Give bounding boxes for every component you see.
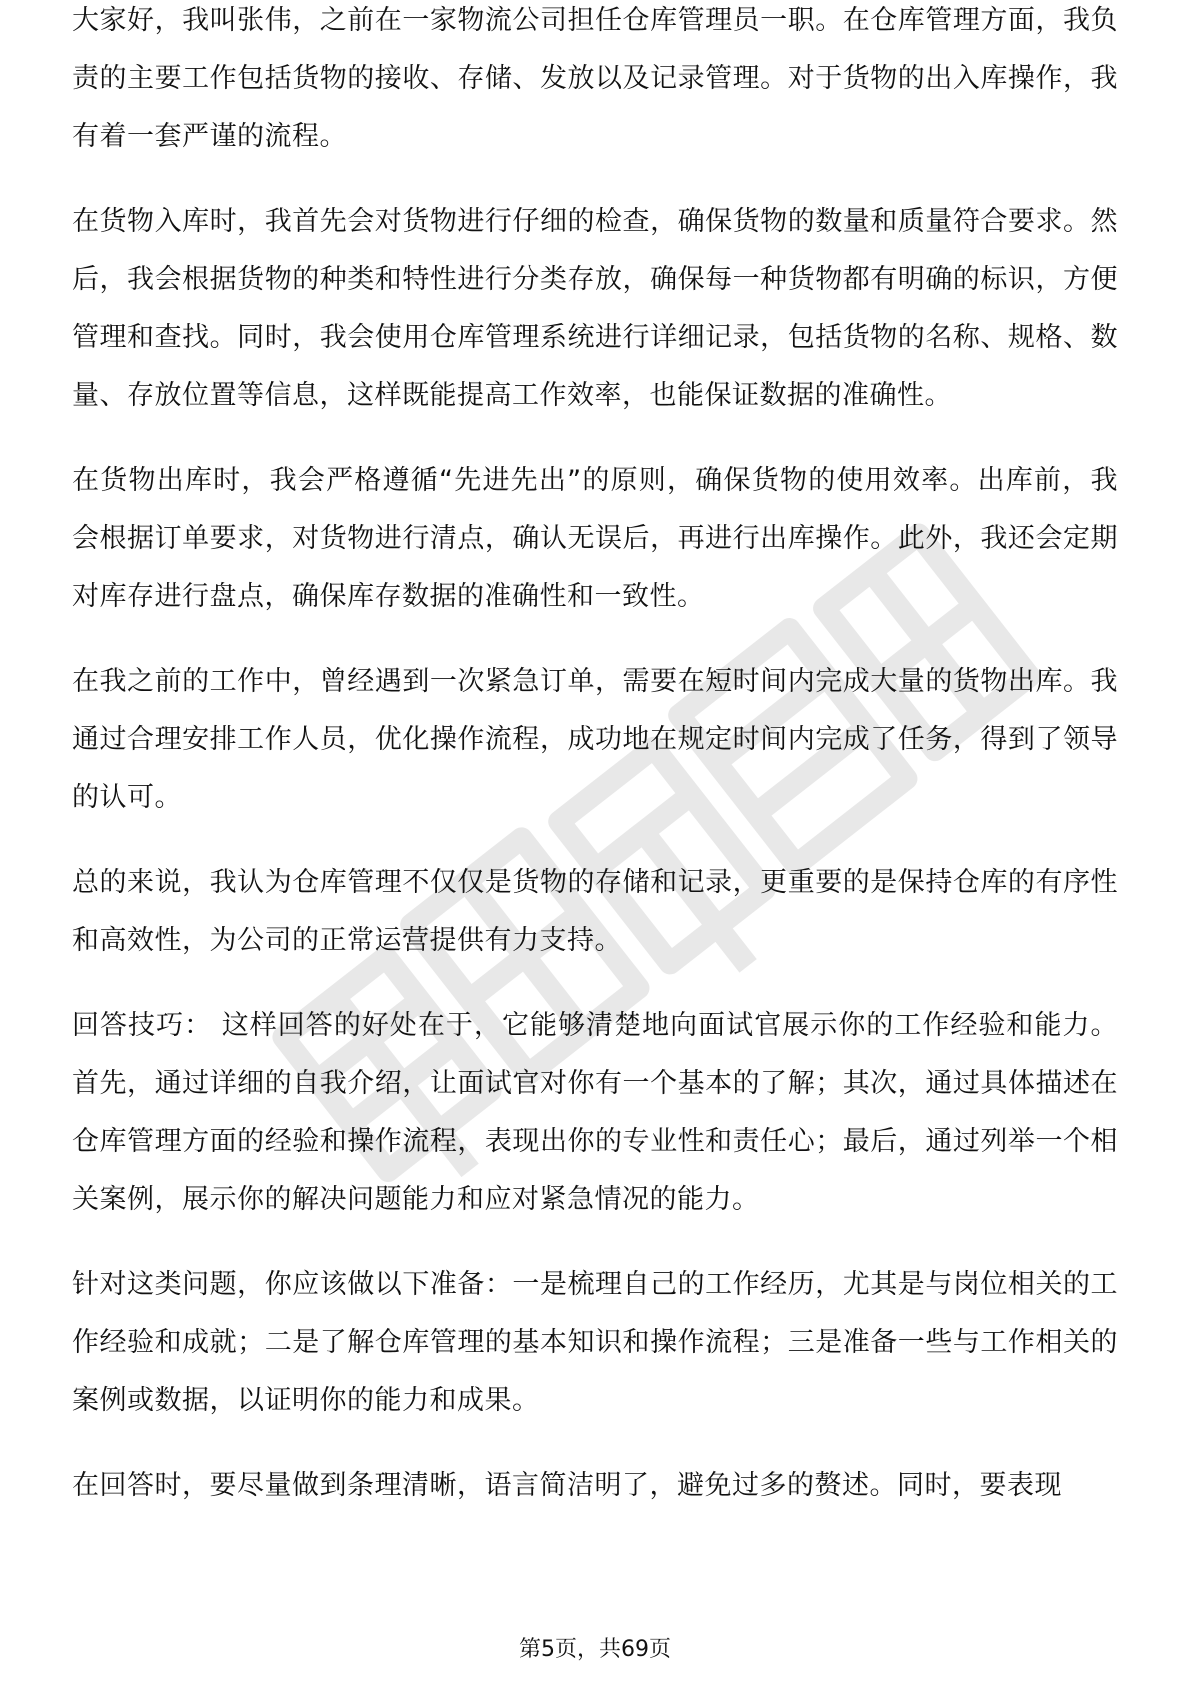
paragraph-intro: 大家好，我叫张伟，之前在一家物流公司担任仓库管理员一职。在仓库管理方面，我负责的主要工作包括货物的接收、存储、发放以及记录管理。对于货物的出入库操作，我有着一套严谨的流程。 (72, 5, 1118, 152)
paragraph-inbound: 在货物入库时，我首先会对货物进行仔细的检查，确保货物的数量和质量符合要求。然后，我会根据货物的种类和特性进行分类存放，确保每一种货物都有明确的标识，方便管理和查找。同时，我会使用仓库管理系统进行详细记录，包括货物的名称、规格、数量、存放位置等信息，这样既能提高工作效率，也能保证数据的准确性。 (72, 206, 1118, 411)
paragraph-tips: 回答技巧： 这样回答的好处在于，它能够清楚地向面试官展示你的工作经验和能力。首先，通过详细的自我介绍，让面试官对你有一个基本的了解；其次，通过具体描述在仓库管理方面的经验和操作流程，表现出你的专业性和责任心；最后，通过列举一个相关案例，展示你的解决问题能力和应对紧急情况的能力。 (72, 1010, 1118, 1215)
paragraph-preparation: 针对这类问题，你应该做以下准备：一是梳理自己的工作经历，尤其是与岗位相关的工作经验和成就；二是了解仓库管理的基本知识和操作流程；三是准备一些与工作相关的案例或数据，以证明你的能力和成果。 (72, 1269, 1118, 1416)
paragraph-outbound: 在货物出库时，我会严格遵循“先进先出”的原则，确保货物的使用效率。出库前，我会根据订单要求，对货物进行清点，确认无误后，再进行出库操作。此外，我还会定期对库存进行盘点，确保库存数据的准确性和一致性。 (72, 465, 1118, 612)
paragraph-answering: 在回答时，要尽量做到条理清晰，语言简洁明了，避免过多的赘述。同时，要表现 (72, 1470, 1062, 1501)
page-number-footer: 第5页，共69页 (519, 1637, 671, 1662)
paragraph-case: 在我之前的工作中，曾经遇到一次紧急订单，需要在短时间内完成大量的货物出库。我通过合理安排工作人员，优化操作流程，成功地在规定时间内完成了任务，得到了领导的认可。 (72, 666, 1118, 813)
document-body (72, 5, 1118, 1542)
paragraph-summary: 总的来说，我认为仓库管理不仅仅是货物的存储和记录，更重要的是保持仓库的有序性和高效性，为公司的正常运营提供有力支持。 (72, 867, 1118, 956)
